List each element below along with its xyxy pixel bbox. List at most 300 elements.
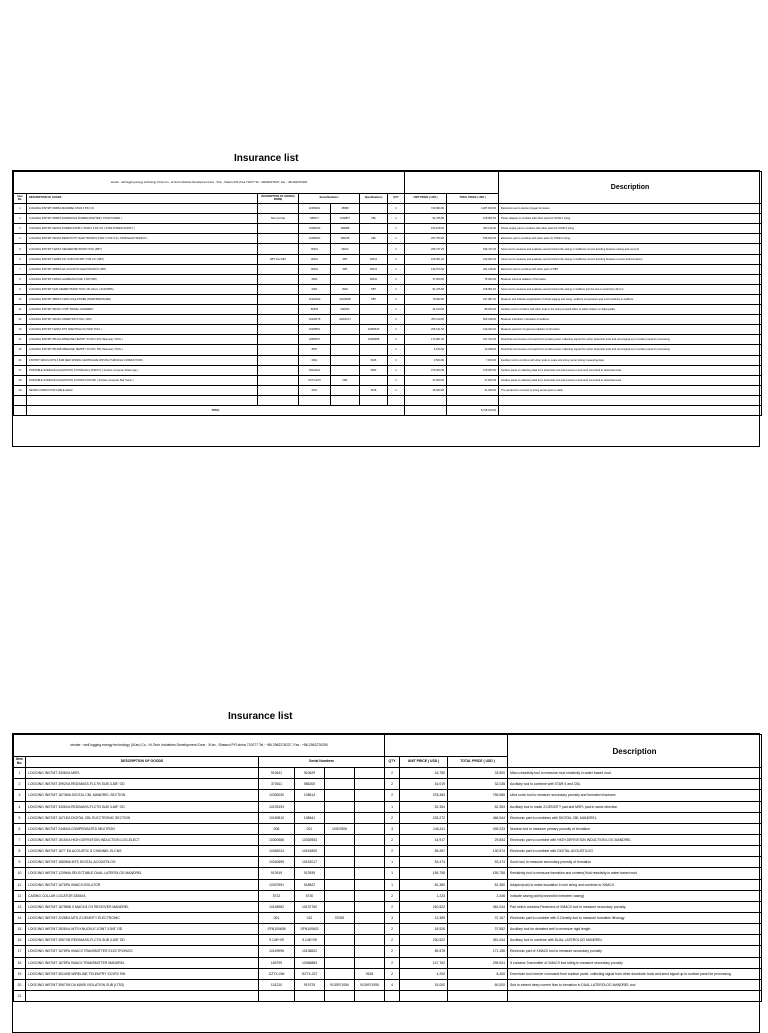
doc1-item-description: Electronic part to combine with other parts for STAR II string <box>499 234 762 244</box>
doc1-col-total-price: TOTAL PRICE ( USD ) <box>447 194 499 204</box>
doc1-item-name: LOGGING INSTMT 3308XA DOWNHOLE POWER ADAPTER ( STAR POWER ) <box>27 214 258 224</box>
doc2-qty: 2 <box>385 790 400 801</box>
doc1-qty: 2 <box>388 294 405 304</box>
doc1-col-item: Item No. <box>14 194 27 204</box>
doc2-table-row <box>14 901 762 912</box>
doc2-item-no: 10 <box>14 868 26 879</box>
doc2-table-row <box>14 946 762 957</box>
doc2-item-name: LOGGING INSTMT 2828XA WTS KNUCKLE JOINT 3-5/8" OD <box>26 924 259 935</box>
doc2-total-price: 439,233 <box>448 823 508 834</box>
doc2-serial-3 <box>325 812 355 823</box>
doc2-table-row <box>14 979 762 990</box>
doc2-serial-4 <box>355 935 385 946</box>
doc1-serial-1: 8057 <box>299 345 331 355</box>
doc2-item-name: LOGGING INSTMT 3406XA RED/MASS-FLCTN SUB 3-5/8" OD <box>26 801 259 812</box>
doc2-table-row <box>14 801 762 812</box>
doc1-serial-2 <box>331 385 360 395</box>
doc1-serial-2: 10202271 <box>331 315 360 325</box>
doc1-table-row <box>14 305 762 315</box>
doc1-item-parm <box>258 244 299 254</box>
doc1-serial-1: 10298551 <box>299 325 331 335</box>
doc2-serial-4 <box>355 801 385 812</box>
doc2-unit-price: 85,578 <box>400 946 448 957</box>
doc2-item-name: LOGGING INSTMT 3967XB DA MASK ISOLATION SUB (LT53) <box>26 979 259 990</box>
doc2-unit-price: 53,474 <box>400 857 448 868</box>
doc2-col-serial: Serial Numbers <box>259 757 385 768</box>
doc2-qty: 2 <box>385 935 400 946</box>
doc2-item-no: 7 <box>14 834 26 845</box>
doc1-item-no: 19 <box>14 385 27 395</box>
doc1-unit-price: 269,737.20 <box>405 244 447 254</box>
doc1-serial-1: 0803 <box>299 274 331 284</box>
doc2-serial-4 <box>355 912 385 923</box>
doc1-unit-price: 3,500.00 <box>405 355 447 365</box>
doc1-spec: SBT <box>360 284 388 294</box>
doc1-table-row <box>14 375 762 385</box>
doc1-spec: 0916 <box>360 355 388 365</box>
doc2-item-no: 21 <box>14 990 26 1001</box>
doc2-item-no: 15 <box>14 924 26 935</box>
doc2-item-name: LOGGING INSTMT 1678MB X MACII 8 CH RECEIVER MANDREL <box>26 901 259 912</box>
doc2-item-no: 18 <box>14 957 26 968</box>
doc2-serial-1: 10300586 <box>259 834 295 845</box>
doc2-serial-2: 910629 <box>295 768 325 779</box>
doc2-unit-price: 378,483 <box>400 790 448 801</box>
doc2-item-description: Downhole tool receive command from surface panel, collecting signal from other downhole tools and send signal up to surface panel for processing. <box>508 968 762 979</box>
doc1-serial-1: 10185333 <box>299 224 331 234</box>
doc2-serial-3 <box>325 857 355 868</box>
doc2-total-price: 155,758 <box>448 868 508 879</box>
doc2-serial-1: 5722 <box>259 890 295 901</box>
doc2-serial-1: 10193193 <box>259 801 295 812</box>
doc1-col-unit-price: UNIT PRICE ( USD ) <box>405 194 447 204</box>
doc2-table-row <box>14 823 762 834</box>
doc2-serial-3 <box>325 846 355 857</box>
doc1-spec <box>360 244 388 254</box>
doc1-item-name <box>27 395 258 405</box>
doc1-total-price: 37,500.00 <box>447 375 499 385</box>
doc1-item-name: PORTABLE SURFACE ACQUISITION SYSTEM FOR CBL ( Surface computer /Bar Sonic ) <box>27 375 258 385</box>
doc1-item-description: Measure Gamma radiation of formation <box>499 274 762 284</box>
doc2-serial-1: 10150810 <box>259 812 295 823</box>
doc1-item-description: Resistivity tool to device (image) formation <box>499 204 762 214</box>
doc1-table-body <box>14 204 762 406</box>
doc2-item-description: Part which contains Receivers of XMACII tool to measure secondary porosity <box>508 901 762 912</box>
doc1-serial-2: CBL <box>331 375 360 385</box>
doc1-total-price: 213,902.40 <box>447 254 499 264</box>
doc1-serial-2 <box>331 325 360 335</box>
doc1-title: Insurance list <box>234 153 299 164</box>
doc2-item-description: Electronic part to combine with DIGITAL ACOUSTILOG <box>508 846 762 857</box>
doc1-item-parm <box>258 335 299 345</box>
doc1-total-price: 157,987.20 <box>447 294 499 304</box>
doc2-qty: 2 <box>385 846 400 857</box>
doc1-spec: 09012 <box>360 264 388 274</box>
doc1-serial-1: 0901 <box>299 355 331 365</box>
doc1-description-header: Description <box>499 172 762 204</box>
doc2-serial-1: 370611 <box>259 779 295 790</box>
doc1-item-name: LOGGING INSTMT 1309XA GAMMA RAY(GR) 3 5/8 (SBT) <box>27 274 258 284</box>
doc1-table-row <box>14 355 762 365</box>
doc2-serial-4 <box>355 857 385 868</box>
doc1-qty: 2 <box>388 244 405 254</box>
doc2-table-row <box>14 768 762 779</box>
doc1-item-parm <box>258 204 299 214</box>
doc1-table-row <box>14 294 762 304</box>
doc2-total-price: 2,446 <box>448 890 508 901</box>
doc1-serial-2: 389088 <box>331 224 360 234</box>
doc1-item-name: LOGGING INSTMT 3322XA POWER SUPPLY STAR II 3.63 O.D ( STAR POWER SUPPLY ) <box>27 224 258 234</box>
doc1-unit-price: 173,851.00 <box>405 335 447 345</box>
doc2-serial-3 <box>325 868 355 879</box>
doc1-qty: 2 <box>388 305 405 315</box>
doc2-total-price <box>448 990 508 1001</box>
doc2-qty: 4 <box>385 979 400 990</box>
doc1-spec: 09012 <box>360 254 388 264</box>
doc1-qty: 1 <box>388 375 405 385</box>
doc2-unit-price: 18,926 <box>400 924 448 935</box>
doc2-unit-price: 81,380 <box>400 879 448 890</box>
doc1-item-name: LOGGING INSTMT 3910XC 3 5/8" SWIVEL ASSEMBLY <box>27 305 258 315</box>
doc1-total-label: TOTAL <box>27 405 405 415</box>
doc2-serial-1: 101210 <box>259 979 295 990</box>
doc1-item-description: Sonic tool to measure and evaluate cement behind the casing in wellbore( cement bonding between casing and cement) <box>499 244 762 254</box>
doc2-item-description: Ultra sonic tool to measure secondary porosity and formation fractures <box>508 790 762 801</box>
doc1-item-name: LOGGING INSTMT 1328PA XXL SUB FOR SBT 3 5/8 O.D (SBT) <box>27 254 258 264</box>
doc2-serial-4 <box>355 868 385 879</box>
doc2-col-item: Item No. <box>14 757 26 768</box>
doc1-table-row <box>14 385 762 395</box>
doc2-table-row <box>14 957 762 968</box>
doc2-unit-price: 146,411 <box>400 823 448 834</box>
doc2-serial-1: 10337591 <box>259 879 295 890</box>
doc2-serial-4 <box>355 879 385 890</box>
doc1-item-description: The part(tool) to connect to string as last joint to cable <box>499 385 762 395</box>
doc2-serial-2: 919725 <box>295 979 325 990</box>
doc1-item-name: LOGGING INSTMT 3308XA MANDREL STAR 3 5/8 O.D <box>27 204 258 214</box>
doc1-item-no: 4 <box>14 234 27 244</box>
doc1-qty: 2 <box>388 204 405 214</box>
doc2-total-price: 461,044 <box>448 935 508 946</box>
doc2-serial-2: 586200 <box>295 779 325 790</box>
doc1-item-no: 11 <box>14 305 27 315</box>
doc2-table-row <box>14 912 762 923</box>
doc2-serial-2: 108614 <box>295 790 325 801</box>
doc1-unit-price: 37,500.00 <box>405 375 447 385</box>
doc1-serial-1: 86605 <box>299 305 331 315</box>
doc2-table-row <box>14 924 762 935</box>
doc1-spec: SBT <box>360 294 388 304</box>
doc1-serial-2 <box>331 365 360 375</box>
doc1-serial-2: 10229538 <box>331 294 360 304</box>
doc2-item-name: LOGGING INSTMT 1239MA SELECTABLE DUAL LATEROLOG MANDREL <box>26 868 259 879</box>
doc2-unit-price: 233,272 <box>400 812 448 823</box>
doc2-qty: 1 <box>385 879 400 890</box>
doc1-total-price: 31,200.00 <box>447 385 499 395</box>
doc2-serial-4 <box>355 924 385 935</box>
doc1-qty: 2 <box>388 224 405 234</box>
doc1-item-parm <box>258 345 299 355</box>
doc1-item-name: LOGGING INSTMT 3514XB WIRELINE TEMTRY XCVR II S/N (Telemetry TOOL ) <box>27 345 258 355</box>
doc1-item-no: 2 <box>14 214 27 224</box>
doc1-serial-2 <box>331 355 360 365</box>
doc2-serial-1: 10240695 <box>259 857 295 868</box>
doc1-item-no: 16 <box>14 355 27 365</box>
doc1-item-description: Electronic part to combine with other parts of SBT <box>499 264 762 274</box>
doc1-total-price: 300,216.00 <box>447 224 499 234</box>
doc1-item-parm: SBT Tool SET <box>258 254 299 264</box>
doc2-item-no: 4 <box>14 801 26 812</box>
doc1-item-description: Measure spectrum of gamma radiation of formation <box>499 325 762 335</box>
doc1-item-parm <box>258 325 299 335</box>
doc2-total-price: 29,834 <box>448 834 508 845</box>
doc2-item-no: 5 <box>14 812 26 823</box>
doc1-spec <box>360 204 388 214</box>
doc1-unit-price: 54,475.80 <box>405 214 447 224</box>
doc1-serial-2: 389078 <box>331 234 360 244</box>
doc1-item-description: Downhole tool receive command from surface panel, collecting signal from other downhole tools and send signal up to surface panel for processing <box>499 335 762 345</box>
doc1-unit-price: 267,750.00 <box>405 234 447 244</box>
doc1-total-price: 75,000.00 <box>447 274 499 284</box>
doc2-serial-3 <box>325 924 355 935</box>
doc2-serial-3 <box>325 935 355 946</box>
doc1-serial-1: DCTO1/15 <box>299 375 331 385</box>
doc1-item-no: 15 <box>14 345 27 355</box>
doc1-item-description: Auxiliary tool to combine with other tools to make tool string center during measuring data <box>499 355 762 365</box>
doc2-serial-4 <box>355 779 385 790</box>
doc1-sender: sender : well logging energy technology (Xi'an) Co., Hi-Tech Industries Development Zone , Xi'an , Shaanxi P.R.china 710077 Tel : +862962276227, Fax : +86-2962276290 <box>14 172 405 194</box>
doc2-serial-1: SFN100608 <box>259 924 295 935</box>
doc1-total-price: 539,474.40 <box>447 244 499 254</box>
doc1-item-parm <box>258 315 299 325</box>
doc1-item-parm <box>258 385 299 395</box>
doc1-spec: 10280546 <box>360 325 388 335</box>
doc2-serial-1: 910611 <box>259 768 295 779</box>
doc1-total-price: 10,328.00 <box>447 345 499 355</box>
doc1-serial-1: 10200478 <box>299 315 331 325</box>
doc2-item-description: Resistivity tool to measure formation and content( fluid resistivity in water based mud <box>508 868 762 879</box>
doc2-serial-2: 10138602 <box>295 946 325 957</box>
doc2-item-no: 14 <box>14 912 26 923</box>
doc2-unit-price: 12,389 <box>400 912 448 923</box>
doc2-total-price: 481,044 <box>448 901 508 912</box>
doc2-serial-4 <box>355 846 385 857</box>
doc2-serial-1: 9.14E+09 <box>259 935 295 946</box>
doc2-item-no: 2 <box>14 779 26 790</box>
doc1-item-name: LOGGING INSTMT 3308XA A/L ACOUSTIC ELECTRONICS (SBT) <box>27 264 258 274</box>
doc2-table-row <box>14 857 762 868</box>
doc2-qty: 2 <box>385 834 400 845</box>
doc2-total-price: 33,500 <box>448 768 508 779</box>
doc2-serial-4: 9130971055 <box>355 979 385 990</box>
doc2-total-price: 8,400 <box>448 968 508 979</box>
doc1-table-frame <box>12 170 760 447</box>
doc2-total-price: 32,038 <box>448 779 508 790</box>
doc2-serial-3 <box>325 801 355 812</box>
doc2-qty: 2 <box>385 946 400 957</box>
doc1-item-name: LOGGING INSTMT 3514XA WIRELINE TEMTRY XCVR II S/N (Telemetry TOOL ) <box>27 335 258 345</box>
doc1-table-row <box>14 345 762 355</box>
doc1-unit-price: 5,164.00 <box>405 345 447 355</box>
doc2-serial-2: 10137760 <box>295 901 325 912</box>
doc1-spec: 10280908 <box>360 335 388 345</box>
doc1-total-price: 535,500.00 <box>447 234 499 244</box>
doc2-serial-2: 5730 <box>295 890 325 901</box>
doc2-serial-3 <box>325 968 355 979</box>
doc2-serial-4 <box>355 768 385 779</box>
doc1-item-parm <box>258 375 299 385</box>
doc2-qty <box>385 990 400 1001</box>
doc1-table-row <box>14 325 762 335</box>
doc1-total-price: 108,951.60 <box>447 214 499 224</box>
doc2-table-row <box>14 935 762 946</box>
doc1-total-price <box>447 395 499 405</box>
doc1-item-description: Power adapter to combine with other parts for STAR II string <box>499 214 762 224</box>
doc1-item-name: CNSTMT 3301XA WTS 3.63M NEW SPRING CENTRALIZE W/PUSH THROUGH CONDUCTORS <box>27 355 258 365</box>
doc1-spec: 08032 <box>360 274 388 284</box>
doc1-total-price: 7,000.00 <box>447 355 499 365</box>
doc1-total-price: 108,951.60 <box>447 284 499 294</box>
doc1-spec <box>360 395 388 405</box>
doc1-serial-2: 38868 <box>331 204 360 214</box>
doc2-qty: 1 <box>385 868 400 879</box>
doc1-qty: 2 <box>388 325 405 335</box>
doc2-serial-4 <box>355 990 385 1001</box>
doc1-item-parm <box>258 395 299 405</box>
doc2-qty: 2 <box>385 768 400 779</box>
doc2-serial-3 <box>325 957 355 968</box>
doc2-item-name: LOGGING INSTMT 1677 EA ACOUSTIC 8 CHANNEL ELCNS <box>26 846 259 857</box>
doc2-item-description: Auxiliary tool to combine with DUAL LATEROLOG MANDREL <box>508 935 762 946</box>
doc2-serial-3 <box>325 790 355 801</box>
doc2-serial-3 <box>325 890 355 901</box>
doc2-item-no: 11 <box>14 879 26 890</box>
doc1-serial-2 <box>331 335 360 345</box>
doc1-item-no: 17 <box>14 365 27 375</box>
doc1-unit-price: 130,574.00 <box>405 264 447 274</box>
doc2-serial-1: 913919 <box>259 868 295 879</box>
doc1-item-name: LOGGING INSTMT SLIM CEMENT BOND TOOL OD 43mm ( SLIM RBS) <box>27 284 258 294</box>
doc1-table-row <box>14 214 762 224</box>
doc2-item-description: Indicate casing point(connection between casing) <box>508 890 762 901</box>
doc2-total-price: 295,524 <box>448 957 508 968</box>
doc1-serial-2: 1609877 <box>331 214 360 224</box>
doc2-table-body <box>14 768 762 1002</box>
doc2-table-row <box>14 990 762 1001</box>
doc1-unit-price: 44,100.00 <box>405 305 447 315</box>
doc1-unit-price: 15,600.00 <box>405 385 447 395</box>
doc2-item-no: 1 <box>14 768 26 779</box>
doc2-serial-4 <box>355 901 385 912</box>
doc1-item-name: SEVEN CONDUCTOR CABLE HEAD <box>27 385 258 395</box>
doc2-qty: 2 <box>385 957 400 968</box>
doc2-unit-price: 147,762 <box>400 957 448 968</box>
doc2-serial-4 <box>355 890 385 901</box>
doc2-qty: 3 <box>385 912 400 923</box>
doc2-item-description: Nuclear tool to measure primary porosity of formation <box>508 823 762 834</box>
doc2-item-name <box>26 990 259 1001</box>
doc1-qty: 2 <box>388 254 405 264</box>
doc1-item-parm <box>258 305 299 315</box>
doc2-serial-3 <box>325 768 355 779</box>
doc1-total-price: 88,200.00 <box>447 305 499 315</box>
doc1-item-name: LOGGING INSTMT 3323XA RESISTIVITY ELECTRONICS STAR II 3.63 O.D ( STAR ELECTRONICS ) <box>27 234 258 244</box>
doc1-serial-2: 090002 <box>331 305 360 315</box>
doc2-total-price: 171,156 <box>448 946 508 957</box>
doc2-serial-2: 012 <box>295 912 325 923</box>
doc1-item-parm <box>258 294 299 304</box>
doc1-spec <box>360 305 388 315</box>
doc2-item-name: LOGGING INSTMT 2446XA COMPENSATED NEUTRON <box>26 823 259 834</box>
doc2-item-no: 16 <box>14 935 26 946</box>
doc2-serial-1: 008 <box>259 823 295 834</box>
doc2-serial-2 <box>295 990 325 1001</box>
doc1-total-price: 410,323.20 <box>447 325 499 335</box>
doc2-total-price: 756,966 <box>448 790 508 801</box>
doc1-qty: 2 <box>388 345 405 355</box>
doc2-serial-4 <box>355 946 385 957</box>
doc1-item-name: LOGGING INSTMT 4401XA ORIENTION TOOL ( DRI) <box>27 315 258 325</box>
doc2-item-no: 3 <box>14 790 26 801</box>
doc1-spec: 0903 <box>360 365 388 375</box>
doc2-serial-3 <box>325 901 355 912</box>
doc2-item-name: LOGGING INSTMT 1671EA DIGITAL CBL ELECTRONIC SECTION <box>26 812 259 823</box>
doc2-serial-2: 10366883 <box>295 957 325 968</box>
doc1-item-description: Downhole tool receive command from surface panel, collecting signal from other downhole tools and send signal up to surface panel for processing <box>499 345 762 355</box>
doc2-item-description: Electronic part of XMACII tool to measure secondary porosity <box>508 946 762 957</box>
doc2-table-row <box>14 890 762 901</box>
doc2-serial-2: 9.14E+09 <box>295 935 325 946</box>
doc1-serial-2: SBT <box>331 264 360 274</box>
doc1-item-no: 1 <box>14 204 27 214</box>
doc2-serial-1: 169799 <box>259 957 295 968</box>
doc1-qty: 2 <box>388 385 405 395</box>
doc1-total-price: 500,238.00 <box>447 315 499 325</box>
doc2-qty: 1 <box>385 857 400 868</box>
doc1-item-description: Surface panel to collecting data from downhole tool and process it and send command to downhole tools <box>499 375 762 385</box>
doc2-item-name: LOGGING INSTMT 1676PA XMACII ISOLATOR <box>26 879 259 890</box>
doc2-unit-price: 4,200 <box>400 968 448 979</box>
doc2-col-description: DESCRIPTION OF GOODS <box>26 757 259 768</box>
doc1-table-row <box>14 365 762 375</box>
doc1-spec: 4518 <box>360 385 388 395</box>
doc2-serial-4 <box>355 823 385 834</box>
doc1-spec <box>360 375 388 385</box>
doc1-serial-2 <box>331 395 360 405</box>
doc1-table-row <box>14 224 762 234</box>
doc2-serial-1 <box>259 990 295 1001</box>
doc2-item-name: LOGGING INSTMT 2228EA MTS Z-DENSITY ELECTRONIC <box>26 912 259 923</box>
doc2-total-price: 52,354 <box>448 801 508 812</box>
doc2-table-row <box>14 846 762 857</box>
doc1-serial-1: 09011 <box>299 264 331 274</box>
doc1-item-no: 10 <box>14 294 27 304</box>
doc1-table-row <box>14 315 762 325</box>
doc2-serial-3 <box>325 879 355 890</box>
doc2-unit-price: 1,223 <box>400 890 448 901</box>
doc1-qty: 2 <box>388 335 405 345</box>
doc1-total-value: 5,378,610.00 <box>447 405 499 415</box>
doc1-item-no: 14 <box>14 335 27 345</box>
doc1-spec <box>360 224 388 234</box>
doc1-qty: 1 <box>388 365 405 375</box>
doc1-serial-1 <box>299 395 331 405</box>
doc2-qty: 1 <box>385 801 400 812</box>
doc2-unit-price: 240,522 <box>400 901 448 912</box>
doc1-unit-price: 150,108.00 <box>405 224 447 234</box>
doc2-serial-2: 10151809 <box>295 846 325 857</box>
doc1-total-price: 1,487,600.00 <box>447 204 499 214</box>
